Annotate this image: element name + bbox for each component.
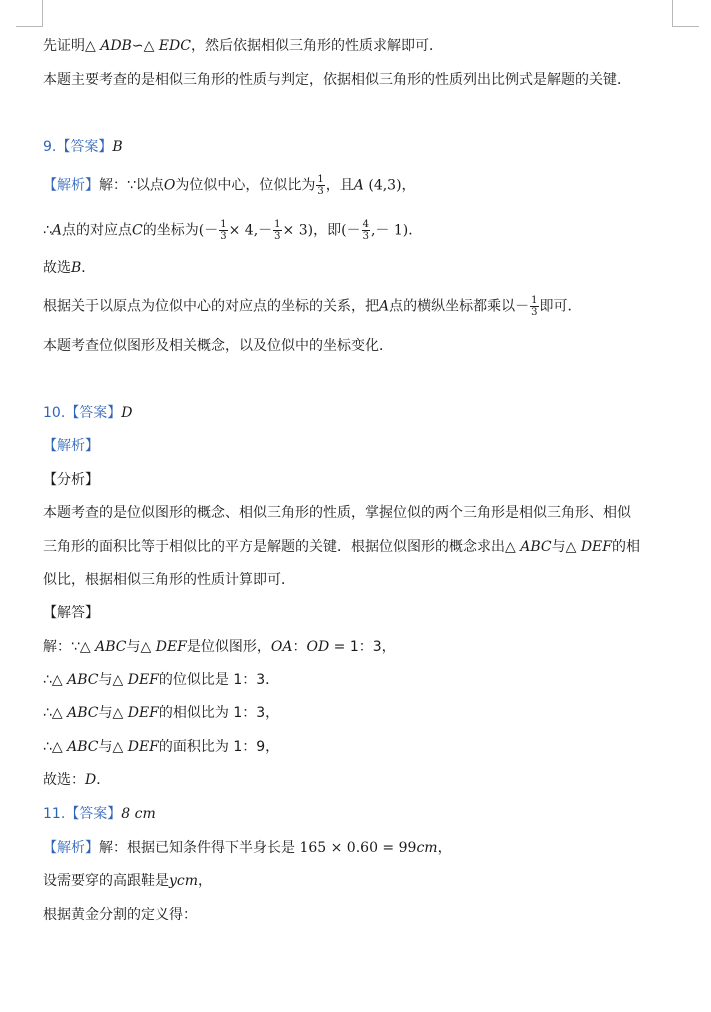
q10-answer-heading: 【解答】	[43, 605, 99, 621]
crop-mark-top-left	[16, 0, 43, 27]
q10-analysis-line-3: 似比，根据相似三角形的性质计算即可．	[43, 572, 295, 588]
q11-assumption-line: 设需要穿的高跟鞋是ycm，	[43, 873, 213, 889]
q10-step-3: ∴△ ABC与△ DEF的相似比为 1：3，	[43, 705, 280, 721]
q10-answer-line: 10.【答案】D	[43, 405, 133, 421]
q9-answer-line: 9.【答案】B	[43, 139, 123, 155]
q10-jiexi-heading: 【解析】	[43, 438, 99, 454]
fraction: $\frac{4}{3}$	[362, 219, 369, 242]
q10-analysis-line-1: 本题考查的是位似图形的概念、相似三角形的性质，掌握位似的两个三角形是相似三角形、相似	[43, 505, 631, 521]
q9-coordinate-line: ∴A点的对应点C的坐标为(－ $\frac{1}{3}$ × 4,－ $\frac{1}{3}$ × 3)，即(－ $\frac{4}{3}$ ,－ 1)．	[43, 219, 423, 242]
fraction: $\frac{1}{3}$	[274, 219, 281, 242]
crop-mark-top-right	[672, 0, 699, 27]
q10-analysis-heading: 【分析】	[43, 472, 99, 488]
q10-step-1: 解：∵△ ABC与△ DEF是位似图形，OA：OD = 1：3，	[43, 639, 396, 655]
q10-analysis-line-2: 三角形的面积比等于相似比的平方是解题的关键．根据位似图形的概念求出△ ABC与△ DEF的相	[43, 539, 640, 555]
q9-choice-line: 故选B．	[43, 260, 96, 276]
q8-conclusion-line: 先证明△ ADB∽△ EDC，然后依据相似三角形的性质求解即可．	[43, 38, 443, 54]
q9-summary-line: 本题考查位似图形及相关概念，以及位似中的坐标变化．	[43, 338, 393, 354]
q10-choice-line: 故选：D．	[43, 772, 111, 788]
q10-step-4: ∴△ ABC与△ DEF的面积比为 1：9，	[43, 739, 280, 755]
q11-answer-line: 11.【答案】8 cm	[43, 806, 156, 822]
q8-summary-line: 本题主要考查的是相似三角形的性质与判定，依据相似三角形的性质列出比例式是解题的关键．	[43, 72, 631, 88]
fraction-one-third: $\frac{1}{3}$	[531, 295, 538, 318]
q10-step-2: ∴△ ABC与△ DEF的位似比是 1：3．	[43, 672, 280, 688]
fraction: $\frac{1}{3}$	[220, 219, 227, 242]
q9-method-line: 根据关于以原点为位似中心的对应点的坐标的关系，把A点的横纵坐标都乘以－ $\frac{1}{3}$ 即可．	[43, 295, 582, 318]
q11-definition-line: 根据黄金分割的定义得：	[43, 907, 197, 923]
q11-solution-line: 【解析】解：根据已知条件得下半身长是 165 × 0.60 = 99cm，	[43, 840, 452, 856]
fraction-one-third: $\frac{1}{3}$	[317, 174, 324, 197]
q9-solution-line: 【解析】解：∵以点O为位似中心，位似比为 $\frac{1}{3}$ ，且A (4,3)，	[43, 174, 416, 197]
